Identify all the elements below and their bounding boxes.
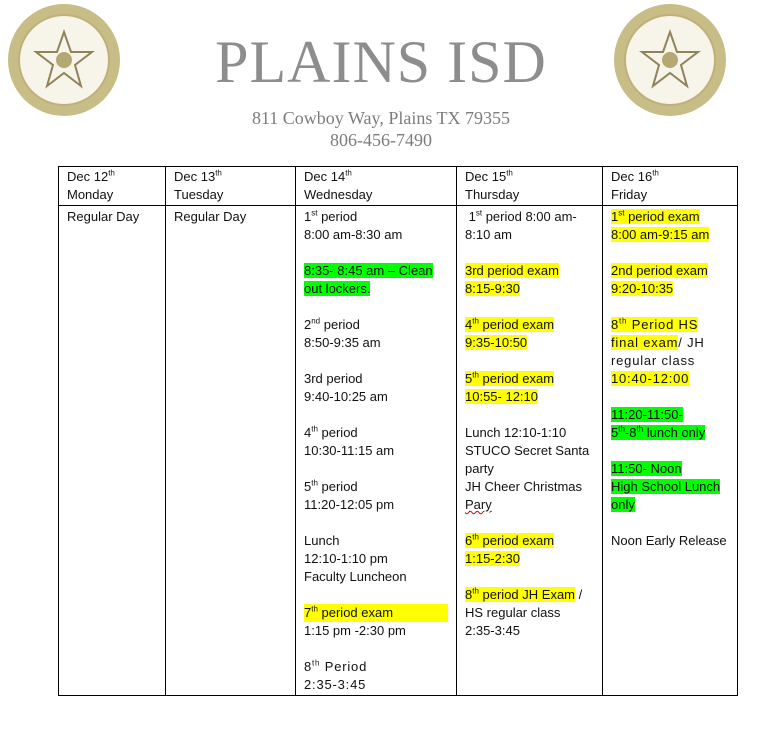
entry-time: 1:15 pm -2:30 pm (304, 623, 406, 638)
header-date: Dec 15 (465, 169, 507, 184)
entry-text (465, 371, 554, 386)
schedule-entry (304, 316, 448, 352)
column-header-tuesday (166, 167, 296, 206)
schedule-entry-highlight (465, 532, 594, 568)
entry-time: 8:00 am-8:30 am (304, 227, 403, 242)
entry-text (304, 604, 448, 622)
entry-text (611, 209, 700, 224)
entry-text: 8 (465, 587, 473, 602)
entry-sup: nd (311, 316, 321, 326)
schedule-entry-highlight (304, 604, 448, 640)
schedule-entry (465, 424, 594, 514)
schedule-entry (465, 208, 594, 244)
entry-sup: th (636, 424, 644, 434)
entry-sup: th (472, 532, 479, 542)
schedule-entry: Regular Day (174, 209, 247, 224)
header-date: Dec 14 (304, 169, 346, 184)
entry-text: period (317, 479, 358, 494)
entry-sup: st (475, 208, 483, 218)
entry-text (611, 425, 705, 440)
entry-text: 6 (465, 533, 473, 548)
schedule-entry (304, 208, 448, 244)
entry-sup: th (619, 316, 628, 326)
header-weekday: Wednesday (304, 187, 373, 202)
entry-text: 8 (304, 659, 313, 674)
schedule-entry (304, 658, 448, 694)
entry-time: 2:35-3:45 (304, 677, 367, 692)
entry-text: Faculty Luncheon (304, 569, 407, 584)
column-header-thursday (457, 167, 603, 206)
entry-time: 10:30-11:15 am (304, 443, 395, 458)
entry-text: period (320, 317, 360, 332)
thursday-cell (457, 206, 603, 696)
entry-text: 3rd period (304, 371, 363, 386)
entry-sup: th (472, 370, 479, 380)
header-weekday: Tuesday (174, 187, 224, 202)
entry-text: final exam (611, 335, 679, 350)
entry-text: 1 (468, 209, 476, 224)
header-date-suffix: th (108, 168, 115, 178)
header-date-suffix: th (506, 168, 513, 178)
entry-text: 8:35- 8:45 am – Clean (304, 263, 433, 278)
header-date: Dec 12 (67, 169, 109, 184)
tuesday-cell (166, 206, 296, 696)
entry-text: Pary (465, 497, 492, 512)
header-date-suffix: th (345, 168, 352, 178)
entry-sup: th (472, 316, 479, 326)
entry-time: 11:20-12:05 pm (304, 497, 395, 512)
entry-text: Period (320, 659, 368, 674)
entry-text: period 8:00 am- (482, 209, 577, 224)
entry-text: lunch only (643, 425, 706, 440)
entry-sup: st (618, 208, 625, 218)
entry-sup: st (311, 208, 318, 218)
entry-time: 9:35-10:50 (465, 335, 528, 350)
header-weekday: Friday (611, 187, 648, 202)
entry-sup: th (311, 604, 318, 614)
entry-text: 7 (304, 605, 312, 620)
entry-text: 5 (304, 479, 312, 494)
column-header-friday (603, 167, 738, 206)
entry-time: 9:40-10:25 am (304, 389, 388, 404)
entry-text (465, 317, 554, 332)
schedule-entry-highlight (611, 406, 729, 442)
exam-schedule-table (58, 166, 738, 696)
header-date-suffix: th (215, 168, 222, 178)
entry-text: 1 (304, 209, 312, 224)
entry-text: 2 (304, 317, 312, 332)
schedule-entry-highlight (465, 370, 594, 406)
entry-text: Lunch 12:10-1:10 (465, 425, 567, 440)
schedule-entry (304, 370, 448, 406)
entry-text: 5 (465, 371, 473, 386)
entry-sup: th (312, 658, 321, 668)
entry-text: 5 (611, 425, 619, 440)
entry-time: 10:40-12:00 (611, 371, 690, 386)
entry-text: 8 (611, 317, 620, 332)
page-title: PLAINS ISD (215, 29, 547, 95)
entry-text: period JH Exam (478, 587, 575, 602)
entry-sup: th (311, 424, 318, 434)
entry-text (611, 317, 698, 332)
column-header-wednesday (296, 167, 457, 206)
entry-time: 11:20-11:50- (611, 407, 683, 422)
entry-text: regular class (611, 353, 696, 368)
schedule-entry-highlight (611, 316, 729, 388)
entry-time: 10:55- 12:10 (465, 389, 539, 404)
entry-text: Noon Early Release (611, 533, 727, 548)
entry-text: only (611, 497, 635, 512)
header-date: Dec 13 (174, 169, 216, 184)
entry-time: 11:50- Noon (611, 461, 682, 476)
entry-text: 4 (465, 317, 473, 332)
header-weekday: Monday (67, 187, 114, 202)
schedule-entry-highlight (465, 316, 594, 352)
schedule-entry (304, 532, 448, 586)
entry-text: 1 (611, 209, 619, 224)
entry-text (465, 533, 554, 548)
entry-text: period (317, 209, 358, 224)
entry-text: period exam (624, 209, 700, 224)
entry-text: Period HS (627, 317, 699, 332)
column-header-monday (59, 167, 166, 206)
entry-text: / JH (678, 335, 705, 350)
entry-time: 1:15-2:30 (465, 551, 520, 566)
entry-time: 12:10-1:10 pm (304, 551, 388, 566)
entry-time: 8:15-9:30 (465, 281, 520, 296)
header-weekday: Thursday (465, 187, 520, 202)
entry-time: 8:10 am (465, 227, 512, 242)
schedule-entry (304, 478, 448, 514)
entry-time: 8:00 am-9:15 am (611, 227, 710, 242)
entry-text: Lunch (304, 533, 340, 548)
schedule-entry-highlight (611, 208, 729, 244)
schedule-entry (611, 532, 729, 550)
entry-text: 2nd period exam (611, 263, 708, 278)
entry-text: High School Lunch (611, 479, 721, 494)
entry-time: 8:50-9:35 am (304, 335, 381, 350)
schedule-entry-highlight (465, 586, 594, 640)
entry-text: period exam (478, 317, 555, 332)
entry-sup: th (472, 586, 479, 596)
school-phone: 806-456-7490 (330, 130, 432, 150)
table-row (59, 206, 738, 696)
entry-text: JH Cheer Christmas (465, 479, 583, 494)
schedule-entry: Regular Day (67, 209, 140, 224)
friday-cell (603, 206, 738, 696)
entry-text: period exam (478, 533, 555, 548)
schedule-entry-highlight (465, 262, 594, 298)
schedule-entry (304, 424, 448, 460)
entry-text (465, 587, 575, 602)
schedule-entry-highlight (611, 262, 729, 298)
table-header-row (59, 167, 738, 206)
header-date: Dec 16 (611, 169, 653, 184)
entry-text: party (465, 461, 494, 476)
entry-text: out lockers. (304, 281, 371, 296)
entry-time: 9:20-10:35 (611, 281, 674, 296)
schedule-entry-highlight (304, 262, 448, 298)
entry-text: / (575, 587, 583, 602)
entry-text: -8 (624, 425, 637, 440)
entry-time: 2:35-3:45 (465, 623, 520, 638)
entry-sup: th (618, 424, 625, 434)
entry-text: HS regular class (465, 605, 561, 620)
school-address: 811 Cowboy Way, Plains TX 79355 (251, 108, 511, 128)
header-date-suffix: th (652, 168, 659, 178)
entry-text: STUCO Secret Santa (465, 443, 590, 458)
entry-text: 4 (304, 425, 312, 440)
schedule-entry-highlight (611, 460, 729, 514)
wednesday-cell (296, 206, 457, 696)
entry-text: period (317, 425, 358, 440)
entry-text: period exam (478, 371, 555, 386)
monday-cell (59, 206, 166, 696)
entry-sup: th (311, 478, 318, 488)
entry-text: period exam (317, 605, 394, 620)
entry-text: 3rd period exam (465, 263, 559, 278)
